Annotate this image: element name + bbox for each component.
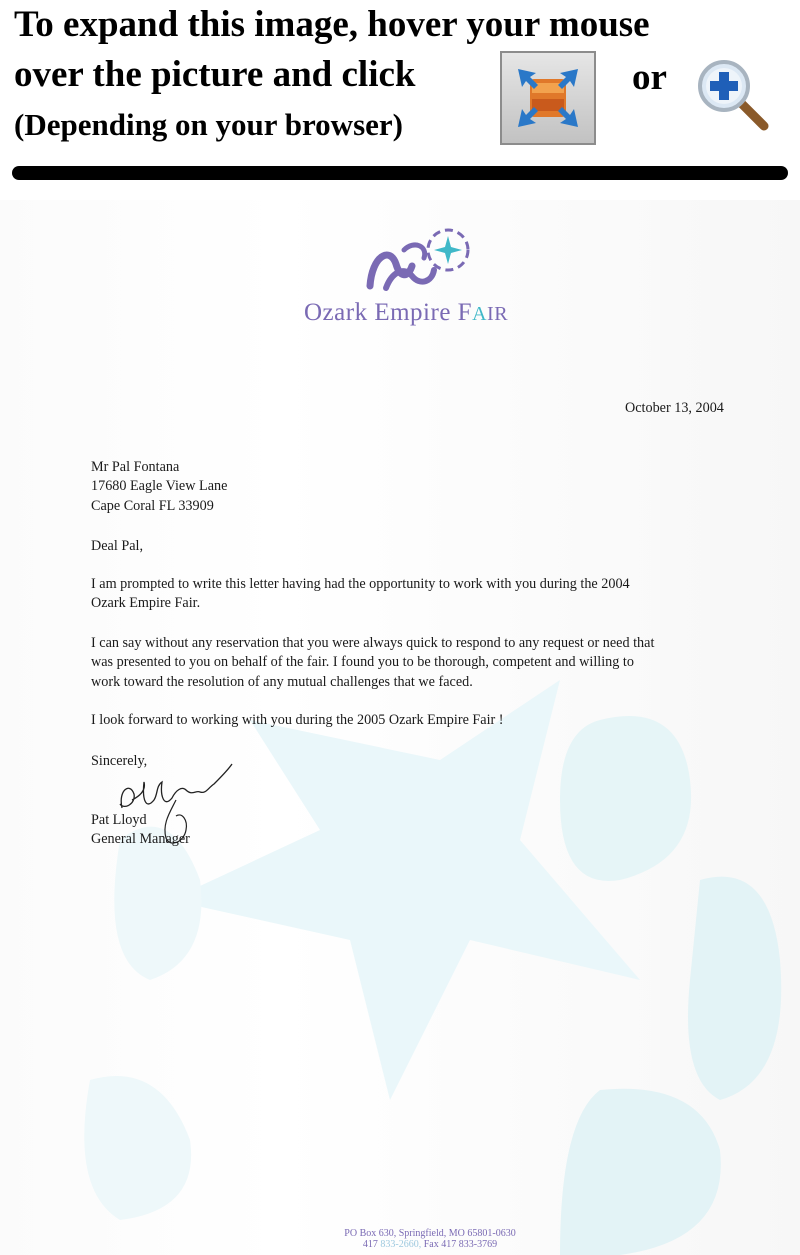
signer-title: General Manager	[91, 831, 190, 848]
signer-block	[91, 811, 190, 850]
recipient-address: Mr Pal Fontana 17680 Eagle View Lane Cape Coral FL 33909	[91, 459, 228, 514]
greeting: Deal Pal,	[91, 538, 144, 554]
paragraph-2: I can say without any reservation that you were always quick to respond to any request or need that was presented to you on behalf of the fair. I found you to be thorough, competent and willing to work toward the resolution of any mutual challenges that we faced.	[91, 635, 655, 690]
organization-name: Ozark Empire FAIR	[304, 299, 509, 326]
closing: Sincerely,	[91, 753, 148, 769]
expand-image-icon	[500, 51, 596, 145]
signer-name: Pat Lloyd	[91, 812, 147, 828]
paragraph-3: I look forward to working with you during the 2005 Ozark Empire Fair !	[91, 712, 504, 728]
letter-date: October 13, 2004	[625, 400, 724, 416]
instruction-line-2: over the picture and click	[14, 54, 416, 95]
paragraph-1: I am prompted to write this letter having had the opportunity to work with you during the 2004 Ozark Empire Fair.	[91, 576, 630, 612]
letter-footer: PO Box 630, Springfield, MO 65801-0630 417 833-2660, Fax 417 833-3769	[344, 1228, 516, 1250]
instruction-line-1: To expand this image, hover your mouse	[14, 4, 650, 45]
instruction-or: or	[632, 57, 667, 98]
magnifier-zoom-icon	[694, 56, 770, 132]
instruction-line-3: (Depending on your browser)	[14, 107, 403, 142]
fair-logo-icon	[362, 226, 482, 296]
letter-image	[0, 200, 800, 1255]
divider	[12, 166, 788, 180]
